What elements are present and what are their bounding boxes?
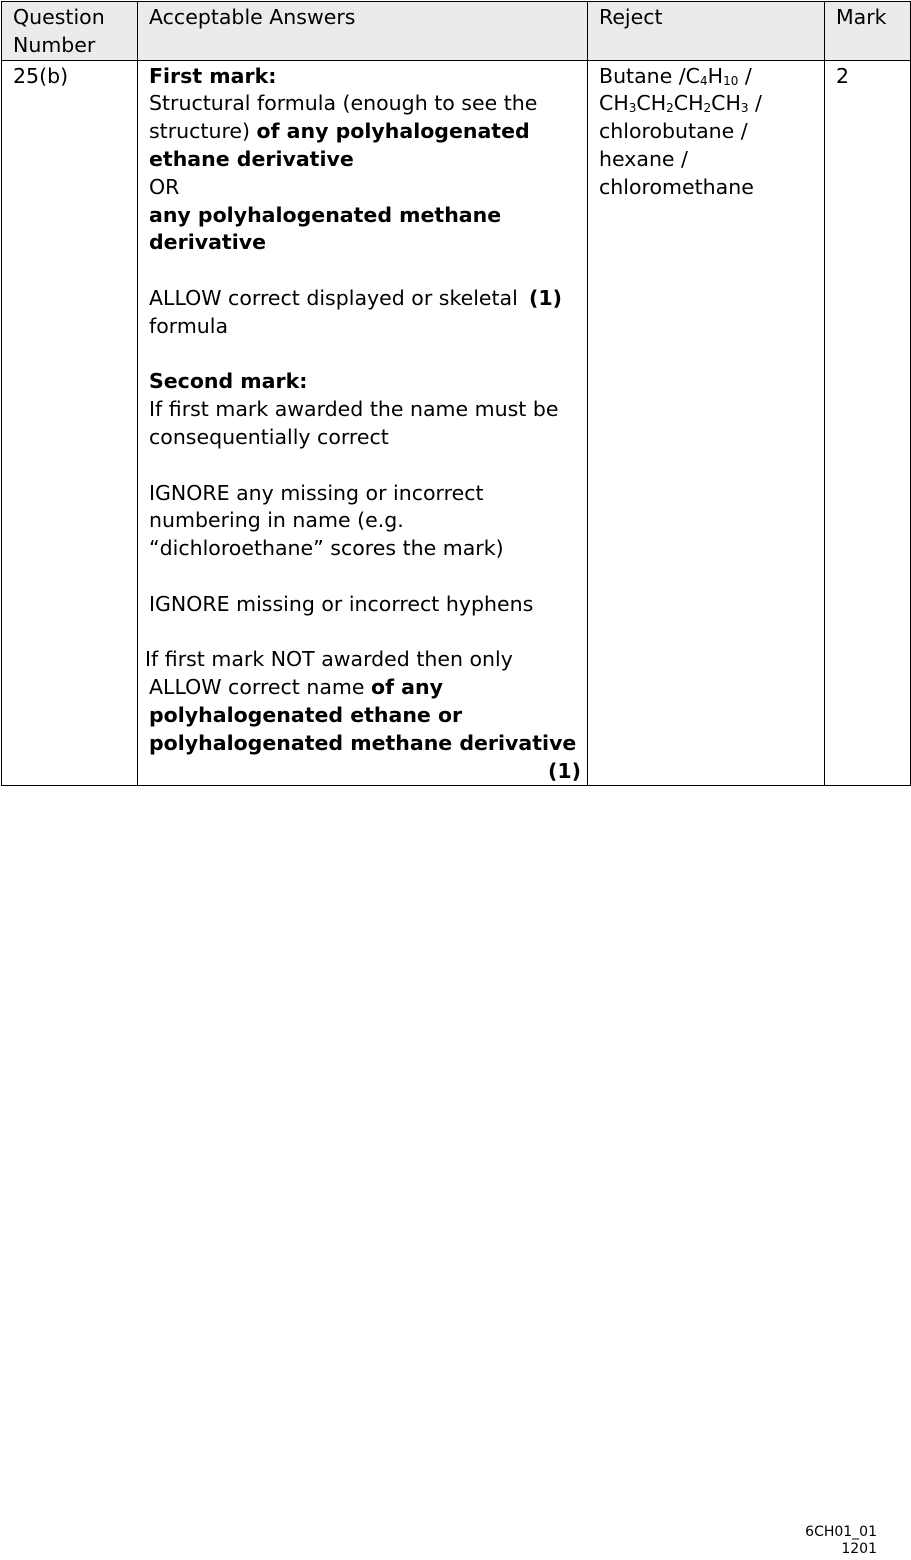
header-mark: Mark — [825, 2, 911, 61]
methane-derivative-text: any polyhalogenated methane derivative — [149, 202, 502, 255]
total-mark: 2 — [825, 60, 911, 786]
acceptable-answers-cell — [138, 60, 588, 786]
mark-1a: (1) — [528, 285, 562, 310]
question-number: 25(b) — [2, 60, 138, 786]
mark-1b: (1) — [547, 758, 581, 783]
not-awarded-paragraph — [145, 646, 581, 783]
ignore-numbering-text: IGNORE any missing or incorrect numbering in name (e.g. “dichloroethane” scores the mark) — [149, 480, 504, 561]
first-mark-bold: of any polyhalogenated ethane derivative — [149, 119, 530, 171]
allow-paragraph — [149, 285, 577, 341]
reject-hexane: hexane / — [599, 146, 688, 171]
second-mark-text: If first mark awarded the name must be consequentially correct — [149, 397, 559, 449]
allow-text: ALLOW correct displayed or skeletal formula — [149, 285, 518, 338]
header-row — [2, 2, 911, 61]
reject-butane: Butane $/C_4H_{10}$ / — [599, 63, 752, 88]
reject-chloromethane: chloromethane — [599, 174, 754, 199]
not-awarded-bold: of any polyhalogenated ethane or polyhalogenated methane derivative — [149, 675, 577, 755]
ignore-hyphens-text: IGNORE missing or incorrect hyphens — [149, 591, 534, 616]
first-mark-text: Structural formula (enough to see the structure) — [149, 91, 538, 144]
reject-chlorobutane: chlorobutane / — [599, 119, 748, 144]
reject-cell — [588, 60, 825, 786]
header-question-number: Question Number — [2, 2, 138, 61]
reject-structural-formula: $CH_3CH_2CH_2CH_3$ / — [599, 91, 762, 116]
header-reject: Reject — [588, 2, 825, 61]
first-mark-heading: First mark: — [149, 63, 277, 88]
second-mark-heading: Second mark: — [149, 369, 308, 394]
page-footer — [805, 1524, 877, 1558]
table-row — [2, 60, 911, 786]
or-text: OR — [149, 174, 180, 199]
page-number: 1201 — [841, 1541, 877, 1557]
not-awarded-text: If first mark NOT awarded then only ALLOW correct name — [145, 647, 513, 700]
header-acceptable-answers: Acceptable Answers — [138, 2, 588, 61]
paper-code: 6CH01_01 — [805, 1524, 877, 1540]
mark-scheme-table — [1, 1, 911, 786]
